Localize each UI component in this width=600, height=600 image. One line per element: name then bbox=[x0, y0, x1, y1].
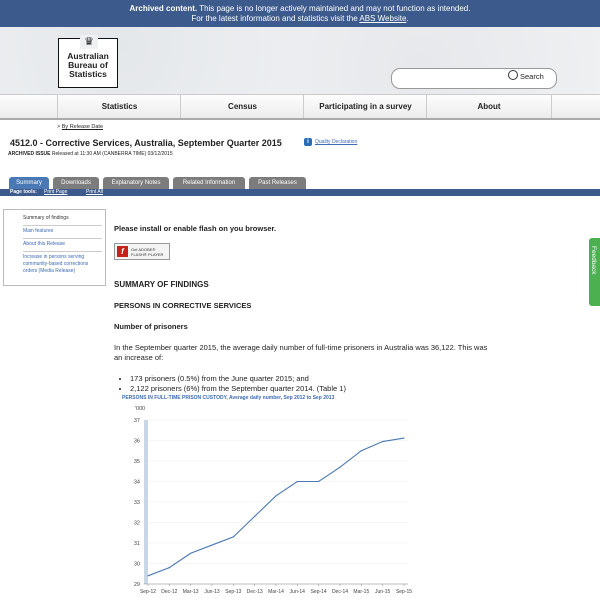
sub-subsection-heading: Number of prisoners bbox=[114, 322, 188, 331]
data-point bbox=[233, 536, 234, 537]
sidebar bbox=[3, 209, 106, 286]
list-item: • 173 prisoners (0.5%) from the June quarter 2015; and bbox=[130, 374, 346, 384]
x-tick-label: Mar-13 bbox=[182, 589, 199, 595]
nav-about[interactable]: About bbox=[426, 95, 552, 118]
sidebar-item-about[interactable]: About this Release bbox=[23, 239, 102, 252]
breadcrumb-separator: > bbox=[57, 124, 61, 130]
nav-statistics[interactable]: Statistics bbox=[57, 95, 181, 118]
y-tick-label: 33 bbox=[133, 500, 140, 506]
prisoner-line-chart bbox=[122, 402, 422, 600]
x-tick-label: Dec-12 bbox=[161, 589, 178, 595]
sidebar-item-main-features[interactable]: Main features bbox=[23, 226, 102, 239]
data-point bbox=[211, 544, 212, 545]
x-tick-label: Sep-14 bbox=[310, 589, 327, 595]
print-page-link[interactable]: Print Page bbox=[44, 189, 68, 195]
flash-badge-line1: Get ADOBE® bbox=[131, 247, 156, 252]
banner-period: . bbox=[406, 14, 409, 23]
tab-downloads[interactable]: Downloads bbox=[53, 177, 99, 189]
y-tick-label: 35 bbox=[133, 459, 140, 465]
flash-message: Please install or enable flash on you browser. bbox=[114, 224, 277, 233]
nav-participating[interactable]: Participating in a survey bbox=[303, 95, 427, 118]
flash-icon: f bbox=[117, 246, 128, 257]
data-point bbox=[382, 441, 383, 442]
data-point bbox=[339, 467, 340, 468]
abs-website-link[interactable]: ABS Website bbox=[359, 14, 407, 23]
page-tools-label: Page tools: bbox=[10, 189, 37, 195]
data-point bbox=[318, 481, 319, 482]
x-tick-label: Mar-15 bbox=[353, 589, 370, 595]
findings-list bbox=[120, 374, 346, 394]
breadcrumb-link[interactable]: By Release Date bbox=[61, 124, 104, 130]
series-line bbox=[148, 438, 404, 576]
data-point bbox=[169, 567, 170, 568]
x-tick-label: Sep-15 bbox=[395, 589, 413, 595]
tab-related-information[interactable]: Related Information bbox=[173, 177, 245, 189]
search-button-label: Search bbox=[520, 72, 544, 81]
y-tick-label: 37 bbox=[133, 418, 140, 424]
coat-of-arms-icon: ♛ bbox=[80, 35, 98, 49]
data-point bbox=[147, 575, 148, 576]
x-tick-label: Dec-14 bbox=[331, 589, 349, 595]
x-tick-label: Jun-14 bbox=[289, 589, 305, 595]
data-point bbox=[190, 553, 191, 554]
search-button[interactable] bbox=[508, 70, 544, 83]
summary-paragraph: In the September quarter 2015, the average daily number of full-time prisoners in Australia was 36,122. This was an increase of: bbox=[114, 343, 488, 362]
info-icon[interactable]: i bbox=[304, 138, 312, 146]
archive-banner-bold: Archived content. bbox=[129, 4, 198, 13]
y-tick-label: 34 bbox=[133, 479, 140, 486]
get-flash-button[interactable] bbox=[114, 243, 170, 260]
y-unit-label: '000 bbox=[134, 406, 146, 412]
y-tick-label: 36 bbox=[133, 438, 140, 445]
search-icon bbox=[508, 70, 518, 80]
sidebar-item-summary[interactable]: Summary of findings bbox=[23, 213, 102, 226]
y-tick-label: 31 bbox=[133, 541, 140, 547]
archive-banner-text: This page is no longer actively maintained and may not function as intended. bbox=[199, 4, 471, 13]
x-tick-label: Jun-13 bbox=[204, 589, 220, 595]
subsection-heading: PERSONS IN CORRECTIVE SERVICES bbox=[114, 301, 252, 310]
flash-badge-line2: FLASH® PLAYER bbox=[131, 252, 164, 257]
y-tick-label: 30 bbox=[133, 561, 140, 568]
release-time: Released at 11:30 AM (CANBERRA TIME) 03/12/2015 bbox=[51, 151, 173, 157]
tab-past-releases[interactable]: Past Releases bbox=[249, 177, 306, 189]
x-tick-label: Mar-14 bbox=[268, 589, 284, 595]
y-tick-label: 29 bbox=[133, 582, 140, 588]
page-title: 4512.0 - Corrective Services, Australia, September Quarter 2015 bbox=[10, 138, 282, 148]
x-tick-label: Sep-13 bbox=[225, 589, 242, 595]
data-point bbox=[254, 516, 255, 517]
data-point bbox=[297, 481, 298, 482]
main-nav bbox=[0, 94, 600, 120]
data-point bbox=[403, 437, 404, 438]
chart-title: PERSONS IN FULL-TIME PRISON CUSTODY, Average daily number, Sep 2012 to Sep 2013 bbox=[122, 395, 335, 401]
tab-summary[interactable]: Summary bbox=[9, 177, 49, 189]
x-tick-label: Jun-15 bbox=[375, 589, 391, 595]
feedback-label: Feedback bbox=[590, 246, 597, 275]
x-tick-label: Sep-12 bbox=[139, 589, 157, 595]
archived-label: ARCHIVED ISSUE bbox=[8, 151, 51, 157]
breadcrumb bbox=[57, 124, 103, 130]
y-axis-band bbox=[144, 420, 148, 584]
logo-line2: Bureau of bbox=[68, 60, 108, 70]
archived-issue bbox=[8, 151, 173, 157]
feedback-tab[interactable] bbox=[589, 238, 600, 306]
list-item: • 2,122 prisoners (6%) from the September quarter 2014. (Table 1) bbox=[130, 384, 346, 394]
archive-banner-text2: For the latest information and statistics visit the bbox=[191, 14, 358, 23]
nav-census[interactable]: Census bbox=[180, 95, 304, 118]
page-tools-bar bbox=[0, 189, 600, 196]
y-tick-label: 32 bbox=[133, 520, 140, 527]
x-tick-label: Dec-13 bbox=[246, 589, 263, 595]
print-all-link[interactable]: Print All bbox=[86, 189, 103, 195]
tab-explanatory-notes[interactable]: Explanatory Notes bbox=[103, 177, 169, 189]
archive-banner bbox=[0, 0, 600, 27]
logo-line1: Australian bbox=[67, 51, 109, 61]
data-point bbox=[361, 450, 362, 451]
sidebar-item-media-release[interactable]: Increase in persons serving community-based corrections orders (Media Release) bbox=[23, 254, 89, 274]
data-point bbox=[275, 495, 276, 496]
quality-declaration-link[interactable]: Quality Declaration bbox=[315, 139, 358, 145]
section-heading: SUMMARY OF FINDINGS bbox=[114, 280, 209, 289]
logo-line3: Statistics bbox=[69, 69, 107, 79]
